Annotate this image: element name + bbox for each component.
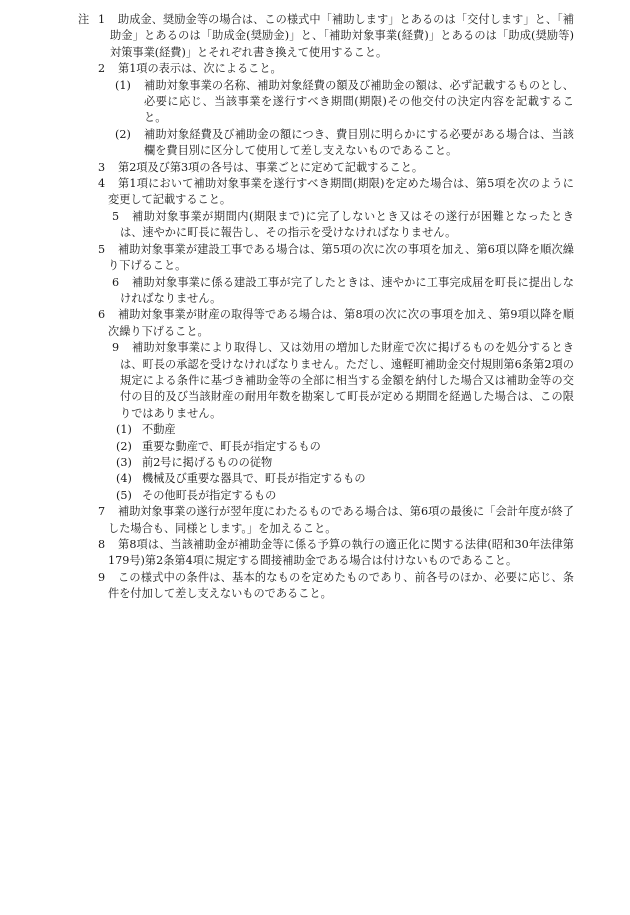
sub-number: (1) <box>115 78 131 92</box>
sub-text: 重要な動産で、町長が指定するもの <box>142 439 321 453</box>
note-3 <box>0 160 630 176</box>
note-1 <box>0 12 630 61</box>
note-number: 2 <box>98 62 106 76</box>
sub-text: 前2号に掲げるものの従物 <box>142 455 273 469</box>
note-number: 7 <box>98 505 106 519</box>
item-number: 5 <box>112 209 120 223</box>
sub-number: (3) <box>116 455 132 469</box>
note-number: 5 <box>98 242 106 256</box>
note-text: 補助対象事業の遂行が翌年度にわたるものである場合は、第6項の最後に「会計年度が終了した場合も、同様とします。」を加えること。 <box>108 505 574 535</box>
note-number: 4 <box>98 177 106 191</box>
note-6-added-9 <box>0 340 630 422</box>
note-6 <box>0 307 630 340</box>
note-2 <box>0 61 630 77</box>
note-number: 9 <box>98 570 106 584</box>
item-number: 6 <box>112 275 120 289</box>
sub-number: (1) <box>116 423 132 437</box>
note-5-added-6 <box>0 275 630 308</box>
property-list-4 <box>0 471 630 487</box>
sub-text: その他町長が指定するもの <box>142 488 277 502</box>
sub-number: (2) <box>116 439 132 453</box>
note-text: この様式中の条件は、基本的なものを定めたものであり、前各号のほか、必要に応じ、条件を付加して差し支えないものであること。 <box>108 570 574 601</box>
note-2-sub-2 <box>0 127 630 160</box>
sub-text: 補助対象事業の名称、補助対象経費の額及び補助金の額は、必ず記載するものとし、必要に応じ、当該事業を遂行すべき期間(期限)その他交付の決定内容を記載すること。 <box>144 78 574 125</box>
note-number: 1 <box>98 13 106 26</box>
note-8 <box>0 537 630 570</box>
sub-number: (5) <box>116 488 132 502</box>
property-list-2 <box>0 439 630 455</box>
sub-text: 機械及び重要な器具で、町長が指定するもの <box>142 472 366 486</box>
note-text: 第8項は、当該補助金が補助金等に係る予算の執行の適正化に関する法律(昭和30年法律第179号)第2条第4項に規定する間接補助金である場合は付けないものであること。 <box>108 538 574 568</box>
sub-number: (2) <box>115 127 131 141</box>
item-text: 補助対象事業に係る建設工事が完了したときは、速やかに工事完成届を町長に提出しなければなりません。 <box>120 275 574 305</box>
property-list-5 <box>0 488 630 504</box>
item-text: 補助対象事業により取得し、又は効用の増加した財産で次に掲げるものを処分するときは、町長の承認を受けなければなりません。ただし、遠軽町補助金交付規則第6条第2項の規定による条件に基づき補助金等の全部に相当する金額を納付した場合又は補助金等の交付の目的及び当該財産の耐用年数を勘案して町長が定める期間を経過した場合は、この限りではありません。 <box>120 341 574 420</box>
note-4-replacement-5 <box>0 209 630 242</box>
note-text: 補助対象事業が財産の取得等である場合は、第8項の次に次の事項を加え、第9項以降を順次繰り下げること。 <box>108 308 574 338</box>
note-2-sub-1 <box>0 78 630 127</box>
note-text: 助成金、奨励金等の場合は、この様式中「補助します」とあるのは「交付します」と、「補助金」とあるのは「助成金(奨励金)」と、「補助対象事業(経費)」とあるのは「助成(奨励等)対策事業(経費)」とそれぞれ書き換えて使用すること。 <box>110 13 574 59</box>
sub-number: (4) <box>116 472 132 486</box>
item-text: 補助対象事業が期間内(期限まで)に完了しないとき又はその遂行が困難となったときは、速やかに町長に報告し、その指示を受けなければなりません。 <box>120 209 574 240</box>
notes-document <box>0 12 630 603</box>
note-7 <box>0 504 630 537</box>
note-text: 補助対象事業が建設工事である場合は、第5項の次に次の事項を加え、第6項以降を順次繰り下げること。 <box>108 242 574 273</box>
property-list-1 <box>0 422 630 438</box>
note-text: 第1項の表示は、次によること。 <box>118 62 282 76</box>
note-text: 第1項において補助対象事業を遂行すべき期間(期限)を定めた場合は、第5項を次のように変更して記載すること。 <box>108 177 574 207</box>
note-number: 8 <box>98 538 106 551</box>
note-text: 第2項及び第3項の各号は、事業ごとに定めて記載すること。 <box>118 160 424 174</box>
sub-text: 補助対象経費及び補助金の額につき、費目別に明らかにする必要がある場合は、当該欄を費目別に区分して使用して差し支えないものであること。 <box>144 127 574 158</box>
sub-text: 不動産 <box>142 423 176 437</box>
property-list-3 <box>0 455 630 471</box>
note-number: 6 <box>98 308 106 322</box>
note-9 <box>0 570 630 603</box>
note-4 <box>0 176 630 209</box>
note-number: 3 <box>98 160 106 174</box>
notes-label: 注 <box>78 13 90 26</box>
note-5 <box>0 242 630 275</box>
item-number: 9 <box>112 341 120 355</box>
